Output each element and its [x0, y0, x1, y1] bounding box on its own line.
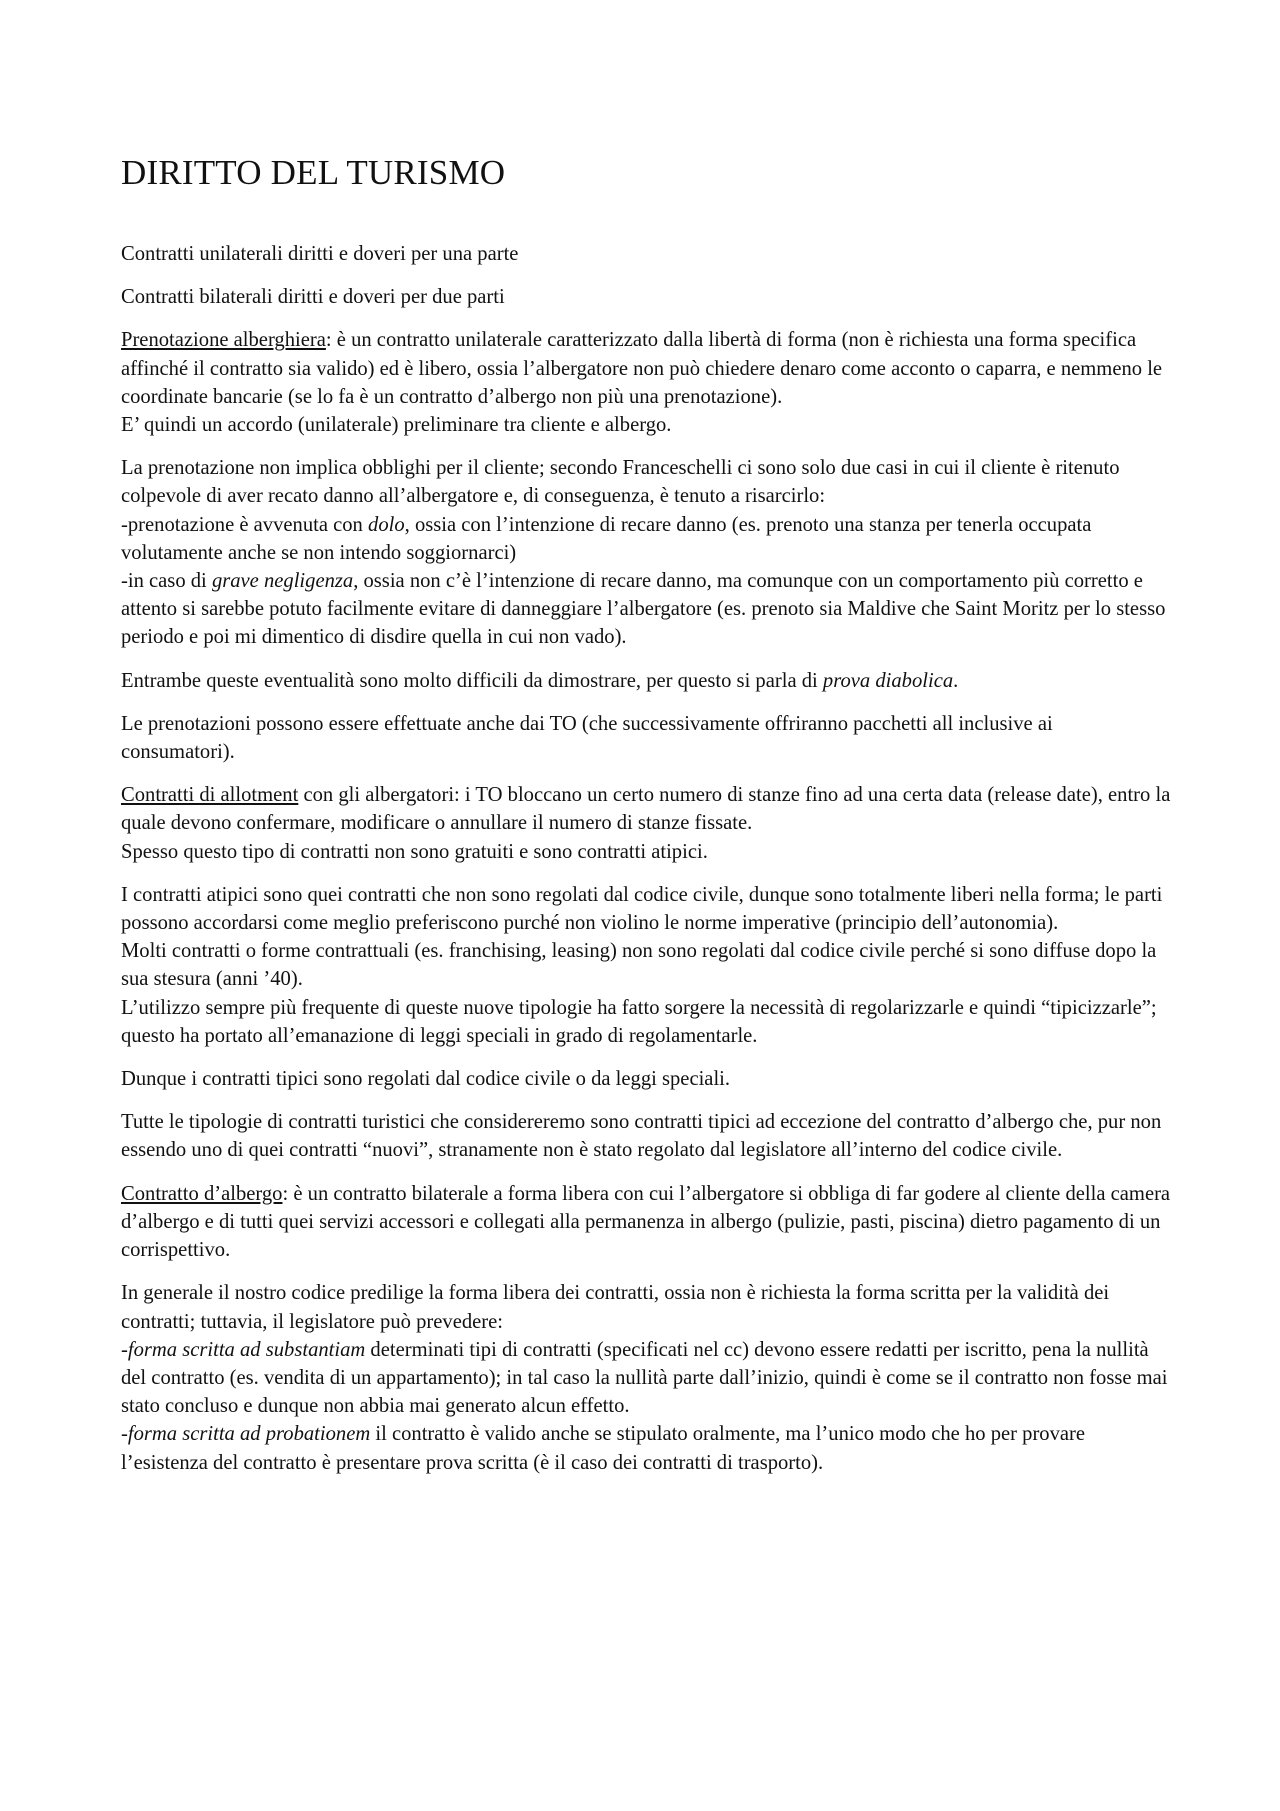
paragraph-contratti-turistici: Tutte le tipologie di contratti turistici che considereremo sono contratti tipici ad eccezione del contratto d’albergo che, pur non essendo uno di quei contratti “nuovi”, stranamente non è stato regolato dal legislatore all’interno del codice civile. [121, 1111, 1162, 1162]
text-negligenza-post: , ossia non c’è l’intenzione di recare danno, ma comunque con un comportamento più corretto e attento si sarebbe potuto facilmente evitare di danneggiare l’albergatore (es. prenoto sia Maldive che Saint Moritz per lo stesso periodo e poi mi dimentico di disdire quella in cui non vado). [121, 570, 1166, 649]
document-page [121, 150, 1171, 1492]
text-atipici-3: L’utilizzo sempre più frequente di queste nuove tipologie ha fatto sorgere la necessità di regolarizzarle e quindi “tipicizzarle”; questo ha portato all’emanazione di leggi speciali in grado di regolamentarle. [121, 996, 1157, 1047]
text-dolo [121, 511, 1171, 567]
term-contratto-albergo: Contratto d’albergo [121, 1182, 283, 1205]
text-negligenza-pre: -in caso di [121, 570, 212, 593]
text-allotment: con gli albergatori: i TO bloccano un certo numero di stanze fino ad una certa data (release date), entro la quale devono confermare, modificare o annullare il numero di stanze fissate. [121, 784, 1171, 835]
text-negligenza [121, 567, 1171, 652]
document-title: DIRITTO DEL TURISMO [121, 153, 506, 192]
paragraph-bilateral: Contratti bilaterali diritti e doveri per due parti [121, 286, 505, 309]
text-contratto-albergo: : è un contratto bilaterale a forma libera con cui l’albergatore si obbliga di far godere al cliente della camera d’albergo e di tutti quei servizi accessori e collegati alla permanenza in albergo (pulizie, pasti, piscina) dietro pagamento di un corrispettivo. [121, 1182, 1171, 1262]
text-atipici-2: Molti contratti o forme contrattuali (es. franchising, leasing) non sono regolati dal codice civile perché si sono diffuse dopo la sua stesura (anni ’40). [121, 940, 1157, 991]
paragraph-obblighi [121, 454, 1171, 651]
text-allotment-atipici: Spesso questo tipo di contratti non sono gratuiti e sono contratti atipici. [121, 840, 708, 863]
term-prova-diabolica: prova diabolica [822, 669, 954, 692]
text-probationem [121, 1420, 1171, 1476]
text-atipici-1: I contratti atipici sono quei contratti che non sono regolati dal codice civile, dunque sono totalmente liberi nella forma; le parti possono accordarsi come meglio preferiscono purché non violino le norme imperative (principio dell’autonomia). [121, 883, 1163, 935]
paragraph-forma-scritta [121, 1279, 1171, 1476]
text-dolo-post: , ossia con l’intenzione di recare danno (es. prenoto una stanza per tenerla occupata volutamente anche se non intendo soggiornarci) [121, 513, 1092, 564]
text-obblighi-intro: La prenotazione non implica obblighi per il cliente; secondo Franceschelli ci sono solo due casi in cui il cliente è ritenuto colpevole di aver recato danno all’albergatore e, di conseguenza, è tenuto a risarcirlo: [121, 457, 1120, 508]
paragraph-tipici: Dunque i contratti tipici sono regolati dal codice civile o da leggi speciali. [121, 1068, 731, 1091]
text-forma-intro: In generale il nostro codice predilige la forma libera dei contratti, ossia non è richiesta la forma scritta per la validità dei contratti; tuttavia, il legislatore può prevedere: [121, 1282, 1110, 1333]
term-prenotazione-alberghiera: Prenotazione alberghiera [121, 329, 326, 352]
text-prenotazione: : è un contratto unilaterale caratterizzato dalla libertà di forma (non è richiesta una forma specifica affinché il contratto sia valido) ed è libero, ossia l’albergatore non può chiedere denaro come acconto o caparra, e nemmeno le coordinate bancarie (se lo fa è un contratto d’albergo non più una prenotazione). [121, 329, 1163, 408]
text-accordo-preliminare: E’ quindi un accordo (unilaterale) preliminare tra cliente e albergo. [121, 414, 672, 437]
term-dolo: dolo [368, 513, 405, 536]
paragraph-to: Le prenotazioni possono essere effettuate anche dai TO (che successivamente offriranno pacchetti all inclusive ai consumatori). [121, 712, 1053, 764]
term-ad-substantiam: -forma scritta ad substantiam [121, 1338, 366, 1361]
term-contratti-allotment: Contratti di allotment [121, 784, 299, 807]
text-probationem-post: il contratto è valido anche se stipulato oralmente, ma l’unico modo che ho per provare l’esistenza del contratto è presentare prova scritta (è il caso dei contratti di trasporto). [121, 1423, 1086, 1474]
text-prova-pre: Entrambe queste eventualità sono molto difficili da dimostrare, per questo si parla di [121, 669, 823, 692]
paragraph-unilateral: Contratti unilaterali diritti e doveri per una parte [121, 243, 519, 265]
text-substantiam-post: determinati tipi di contratti (specificati nel cc) devono essere redatti per iscritto, pena la nullità del contratto (es. vendita di un appartamento); in tal caso la nullità parte dall’inizio, quindi è come se il contratto non fosse mai stato concluso e dunque non abbia mai generato alcun effetto. [121, 1338, 1168, 1418]
paragraph-allotment [121, 781, 1171, 866]
text-dolo-pre: -prenotazione è avvenuta con [121, 513, 369, 536]
paragraph-atipici [121, 881, 1171, 1050]
term-grave-negligenza: grave negligenza [211, 570, 354, 593]
term-ad-probationem: -forma scritta ad probationem [121, 1423, 371, 1446]
text-prova-post: . [953, 669, 959, 692]
paragraph-prova-diabolica [121, 667, 1171, 695]
text-substantiam [121, 1336, 1171, 1421]
paragraph-contratto-albergo [121, 1180, 1171, 1265]
paragraph-prenotazione [121, 326, 1171, 439]
